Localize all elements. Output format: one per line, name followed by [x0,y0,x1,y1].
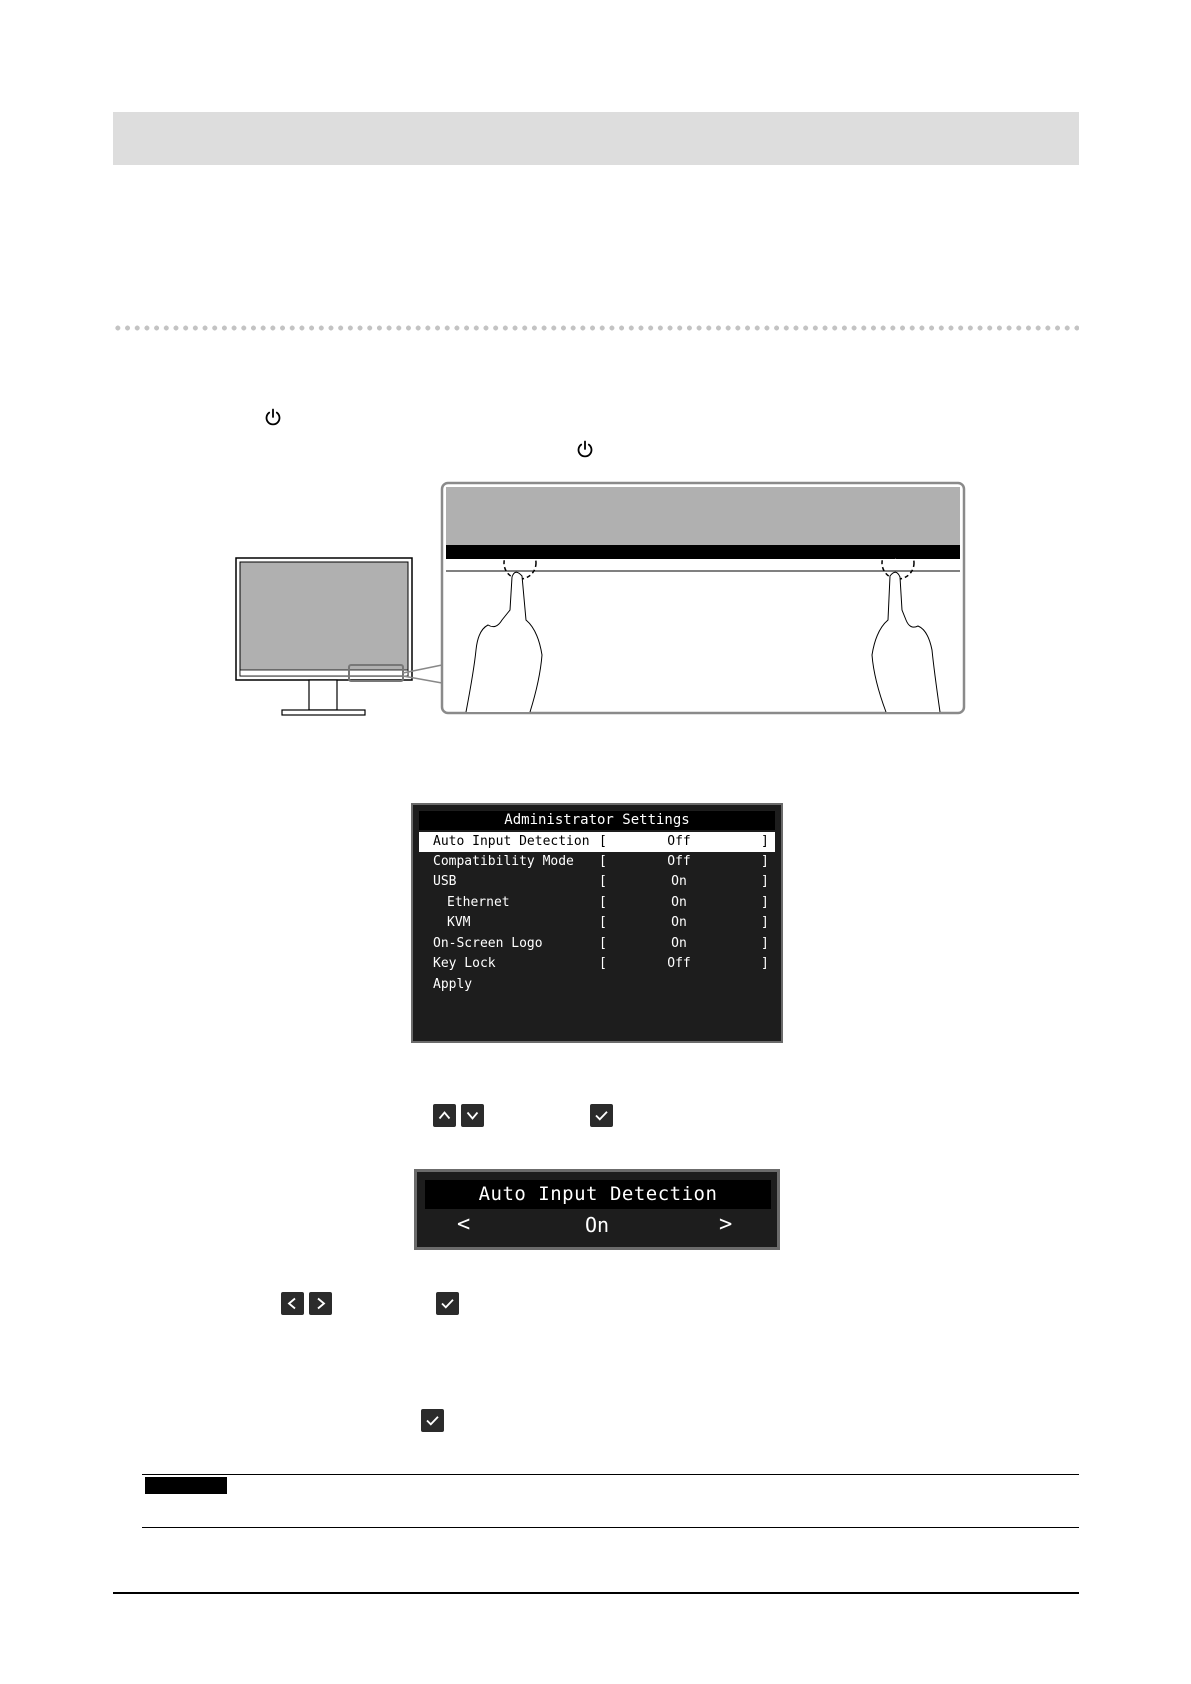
chevron-left-icon [281,1292,304,1315]
menu-item-on-screen-logo[interactable] [419,934,775,954]
bracket-close: ] [761,915,769,930]
bracket-open: [ [599,854,607,869]
menu-item-label: Compatibility Mode [433,854,574,869]
bracket-open: [ [599,895,607,910]
menu-item-label: Key Lock [433,956,496,971]
menu-title: Administrator Settings [419,811,775,830]
note-bottom-rule [142,1527,1079,1528]
menu-item-label: Ethernet [447,895,510,910]
bracket-close: ] [761,895,769,910]
menu-item-value: On [671,895,687,910]
menu-item-compatibility-mode[interactable] [419,852,775,872]
note-label-block [145,1477,227,1494]
menu-item-label: On-Screen Logo [433,936,543,951]
next-value-arrow[interactable]: > [719,1212,733,1237]
menu-item-label: Apply [433,977,473,992]
menu-item-apply[interactable] [419,975,775,995]
menu-item-usb[interactable] [419,872,775,892]
previous-value-arrow[interactable]: < [457,1212,471,1237]
menu-item-value: Off [667,854,691,869]
footer-rule [113,1592,1079,1594]
dotted-separator [113,325,1079,331]
chevron-up-icon [433,1104,456,1127]
check-icon [590,1104,613,1127]
note-top-rule [142,1474,1079,1475]
menu-item-value: On [671,915,687,930]
bracket-close: ] [761,874,769,889]
chevron-down-icon [461,1104,484,1127]
section-header-band [113,112,1079,165]
menu-item-label: KVM [447,915,471,930]
bracket-open: [ [599,915,607,930]
menu-item-value: On [671,874,687,889]
bracket-close: ] [761,956,769,971]
menu-item-value: On [671,936,687,951]
bracket-close: ] [761,854,769,869]
bracket-open: [ [599,834,607,849]
power-icon [575,439,595,459]
check-icon [421,1409,444,1432]
menu-item-kvm[interactable] [419,913,775,933]
bracket-open: [ [599,874,607,889]
bracket-close: ] [761,936,769,951]
bracket-open: [ [599,956,607,971]
bracket-open: [ [599,936,607,951]
menu-item-auto-input-detection[interactable] [419,832,775,852]
bracket-close: ] [761,834,769,849]
dialog-value: On [584,1213,610,1237]
menu-item-value: Off [667,956,691,971]
power-icon [263,407,283,427]
check-icon [436,1292,459,1315]
auto-input-detection-dialog [414,1169,780,1250]
menu-item-ethernet[interactable] [419,893,775,913]
menu-item-key-lock[interactable] [419,954,775,974]
monitor-illustration [230,480,970,720]
administrator-settings-menu [411,803,783,1043]
chevron-right-icon [309,1292,332,1315]
menu-item-label: Auto Input Detection [433,834,590,849]
menu-item-label: USB [433,874,457,889]
dialog-title: Auto Input Detection [425,1180,771,1209]
menu-item-value: Off [667,834,691,849]
